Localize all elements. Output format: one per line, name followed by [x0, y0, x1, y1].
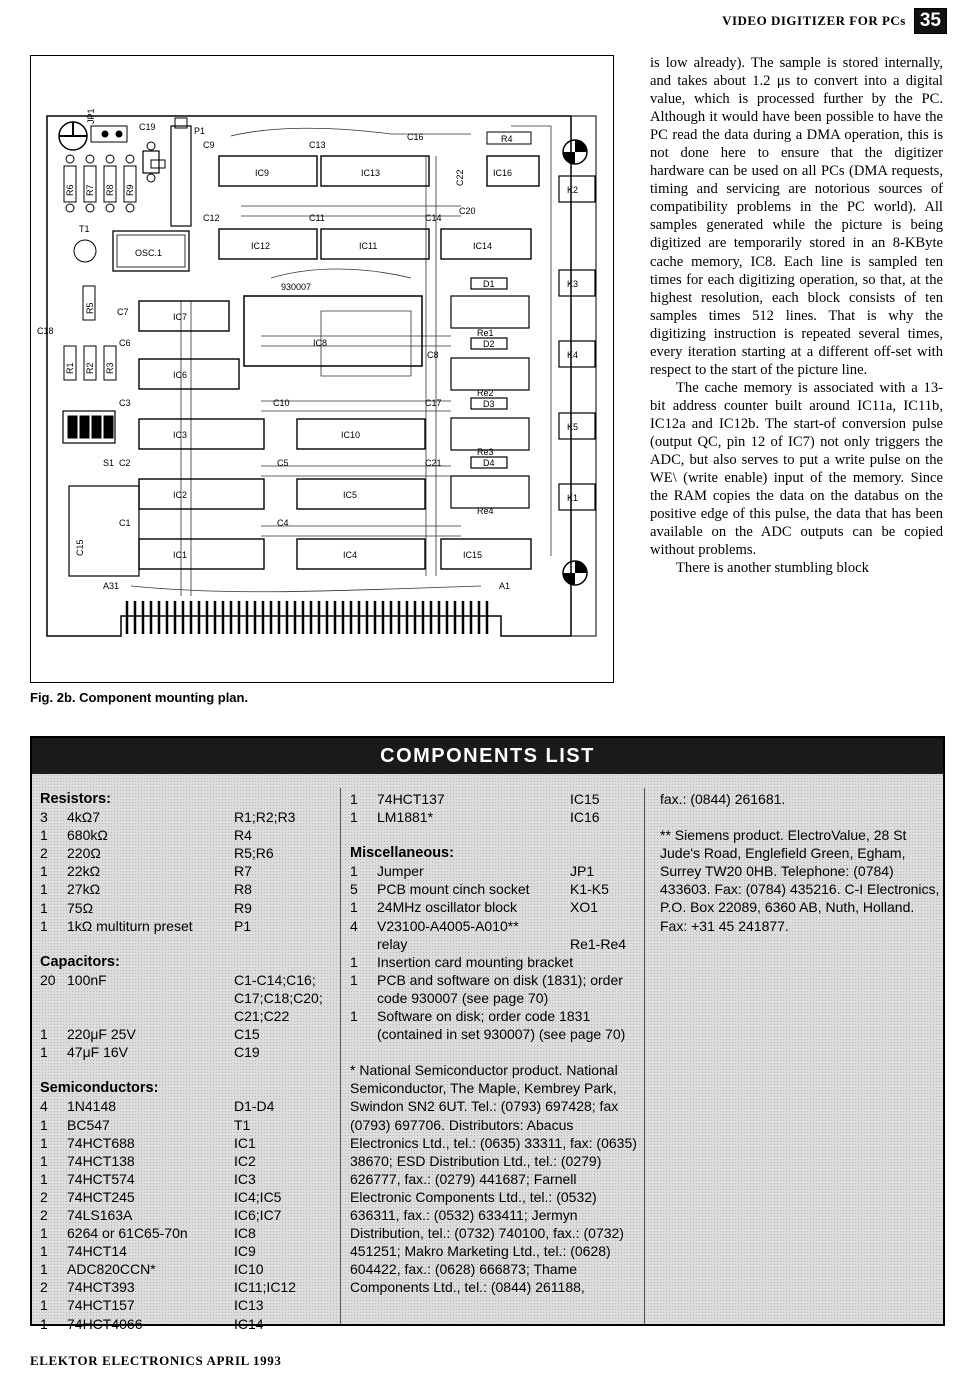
- label-c10: C10: [273, 398, 290, 408]
- semiconductors-heading: Semiconductors:: [40, 1080, 159, 1097]
- label-a1: A1: [499, 581, 511, 591]
- pcb-layout-drawing: [31, 56, 613, 682]
- component-row-cont: C17;C18;C20;: [234, 989, 323, 1006]
- label-ic1: IC1: [173, 550, 188, 560]
- label-t1: T1: [79, 224, 90, 234]
- component-row: 1 74HCT137 IC15: [350, 791, 600, 807]
- label-re1: Re1: [477, 328, 494, 338]
- component-row: 2 74LS163A IC6;IC7: [40, 1206, 282, 1223]
- label-ic8: IC8: [313, 338, 328, 348]
- component-row-cont: relay Re1-Re4: [377, 935, 627, 952]
- column-divider: [644, 788, 645, 1324]
- component-row: 1 Jumper JP1: [350, 863, 595, 880]
- component-row: 3 4kΩ7 R1;R2;R3: [40, 809, 296, 826]
- label-p1: P1: [194, 126, 206, 136]
- label-c13: C13: [309, 140, 326, 150]
- component-row: 1 1kΩ multiturn preset P1: [40, 917, 252, 934]
- label-c16: C16: [407, 132, 424, 142]
- label-ic15: IC15: [463, 550, 483, 560]
- label-r5: R5: [85, 302, 95, 314]
- miscellaneous-heading: Miscellaneous:: [350, 845, 454, 862]
- label-r3: R3: [105, 362, 115, 374]
- label-ic11: IC11: [359, 241, 378, 251]
- component-row: 1 74HCT4066 IC14: [40, 1315, 264, 1332]
- component-row: 1 47μF 16V C19: [40, 1044, 260, 1061]
- label-ic13: IC13: [361, 168, 381, 178]
- component-row: 1 6264 or 61C65-70n IC8: [40, 1225, 256, 1242]
- label-c1: C1: [119, 518, 131, 528]
- figure-caption: Fig. 2b. Component mounting plan.: [30, 690, 249, 705]
- label-c17: C17: [425, 398, 442, 408]
- component-row: 1 74HCT14 IC9: [40, 1243, 256, 1260]
- label-k3: K3: [567, 279, 579, 289]
- label-ic12: IC12: [251, 241, 271, 251]
- label-c21: C21: [425, 458, 442, 468]
- running-title: VIDEO DIGITIZER FOR PCs: [722, 13, 906, 28]
- page-number: 35: [914, 8, 947, 34]
- component-row: 1 BC547 T1: [40, 1116, 251, 1133]
- component-row-cont: C21;C22: [234, 1008, 290, 1025]
- component-row: 1 LM1881* IC16: [350, 809, 600, 826]
- note-continuation: fax.: (0844) 261681.: [660, 791, 786, 807]
- column-divider: [340, 788, 341, 1324]
- page-footer: ELEKTOR ELECTRONICS APRIL 1993: [30, 1353, 282, 1368]
- component-row: 1 74HCT574 IC3: [40, 1170, 256, 1187]
- label-d2: D2: [483, 339, 495, 349]
- component-row: 1 74HCT157 IC13: [40, 1297, 264, 1314]
- component-row: 1 680kΩ R4: [40, 827, 252, 844]
- label-k2: K2: [567, 185, 579, 195]
- label-re4: Re4: [477, 506, 494, 516]
- label-c12: C12: [203, 213, 220, 223]
- label-ic9: IC9: [255, 168, 270, 178]
- label-k5: K5: [567, 422, 579, 432]
- component-row: 1 PCB and software on disk (1831); order code 930007 (see page 70): [350, 971, 623, 1006]
- page-header: [722, 6, 947, 36]
- component-row: 5 PCB mount cinch socket K1-K5: [350, 881, 609, 898]
- label-d4: D4: [483, 458, 495, 468]
- resistors-heading: Resistors:: [40, 791, 111, 807]
- label-c20: C20: [459, 206, 476, 216]
- label-c7: C7: [117, 307, 129, 317]
- label-a31: A31: [103, 581, 120, 591]
- label-ic3: IC3: [173, 430, 188, 440]
- label-c15: C15: [75, 539, 85, 556]
- label-s1: S1: [103, 458, 115, 468]
- component-row: 2 74HCT393 IC11;IC12: [40, 1279, 296, 1296]
- component-row: 20 100nF C1-C14;C16;: [40, 971, 316, 988]
- label-board-number: 930007: [281, 282, 312, 292]
- label-ic7: IC7: [173, 312, 188, 322]
- label-osc1: OSC.1: [135, 248, 163, 258]
- label-r2: R2: [85, 362, 95, 374]
- label-c14: C14: [425, 213, 442, 223]
- label-re3: Re3: [477, 447, 494, 457]
- components-list-box: [30, 736, 945, 1332]
- label-ic14: IC14: [473, 241, 493, 251]
- component-row: 1 74HCT688 IC1: [40, 1134, 256, 1151]
- component-row: 1 27kΩ R8: [40, 881, 252, 898]
- capacitors-heading: Capacitors:: [40, 953, 120, 970]
- label-r9: R9: [125, 184, 135, 196]
- component-mounting-plan-figure: [30, 55, 614, 683]
- component-row: 1 220μF 25V C15: [40, 1026, 260, 1043]
- label-ic2: IC2: [173, 490, 188, 500]
- label-ic4: IC4: [343, 550, 358, 560]
- components-list-title: COMPONENTS LIST: [32, 738, 943, 774]
- label-jp1: JP1: [86, 108, 96, 124]
- label-c4: C4: [277, 518, 289, 528]
- label-r7: R7: [85, 184, 95, 196]
- label-ic6: IC6: [173, 370, 188, 380]
- body-paragraph: The cache memory is associated with a 13-bit address counter built around IC11a, IC11b, IC12a and IC12b. The start-of conversion pulse (output QC, pin 12 of IC7) not only triggers the ADC, but also serves to put a write pulse on the WE\ (write enable) input of the memory. Since the RAM copies the data on the databus on the positive edge of this pulse, the data that has been available on the ADC outputs can be copied without problems.: [650, 379, 943, 559]
- label-c8: C8: [427, 350, 439, 360]
- label-c2: C2: [119, 458, 131, 468]
- component-row: 2 220Ω R5;R6: [40, 845, 274, 862]
- body-paragraph: There is another stumbling block: [676, 560, 869, 577]
- label-re2: Re2: [477, 388, 494, 398]
- national-semiconductor-note: * National Semiconductor product. National Semiconductor, The Maple, Kembrey Park, Swindon SN2 6UT. Tel.: (0793) 697428; fax (0793) 697706. Distributors: Abacus Electronics Ltd., tel.: (0635) 33311, fax: (0635) 38670; ESD Distribution Ltd., tel.: (0279) 626777, fax.: (0279) 441687; Farnell Electronic Components Ltd., tel.: (0532) 636311, fax.: (0532) 633411; Jermyn Distribution, tel.: (0732) 740100, fax.: (0732) 451251; Makro Marketing Ltd., tel.: (0628) 604422, fax.: (0628) 666873; Thame Components Ltd., tel.: (0844) 261188,: [350, 1062, 637, 1296]
- label-r6: R6: [65, 184, 75, 196]
- component-row: 1 Software on disk; order code 1831 (contained in set 930007) (see page 70): [350, 1008, 626, 1043]
- label-ic5: IC5: [343, 490, 358, 500]
- body-text-column: [650, 54, 943, 577]
- siemens-note: ** Siemens product. ElectroValue, 28 St Jude's Road, Englefield Green, Egham, Surrey TW20 0HB. Telephone: (0784) 433603. Fax: (0784) 435216. C-I Electronics, P.O. Box 22089, 6360 AB, Nuth, Holland. Fax: +31 45 241877.: [660, 827, 940, 934]
- label-c6: C6: [119, 338, 131, 348]
- label-d3: D3: [483, 399, 495, 409]
- component-row: 1 ADC820CCN* IC10: [40, 1261, 264, 1278]
- components-column-3: [660, 790, 942, 935]
- label-r8: R8: [105, 184, 115, 196]
- component-row: 1 75Ω R9: [40, 899, 252, 916]
- label-c19: C19: [139, 122, 156, 132]
- components-column-2: [350, 790, 640, 1296]
- label-c22: C22: [455, 169, 465, 186]
- label-d1: D1: [483, 279, 495, 289]
- label-c11: C11: [309, 213, 325, 223]
- component-row: 1 24MHz oscillator block XO1: [350, 899, 599, 916]
- label-c3: C3: [119, 398, 131, 408]
- label-ic10: IC10: [341, 430, 361, 440]
- label-c5: C5: [277, 458, 289, 468]
- components-column-1: [40, 790, 330, 1333]
- label-ic16: IC16: [493, 168, 513, 178]
- body-paragraph: is low already). The sample is stored internally, and takes about 1.2 μs to convert into a digital value, which is processed further by the PC. Although it would have been possible to have the PC read the data during a DMA operation, this is not done here to ensure that the digitizer hardware can be used on all PCs (DMA requests, timing and servicing are notorious sources of compatibility problems in the PC world). All samples generated while the picture is being digitized are temporarily stored in an 8-KByte cache memory, IC8. Each line is sampled ten times for each digitizing operation, so that, at the highest resolution, each block consists of ten samples times 512 lines. That is why the digitizing instruction is repeated several times, every iteration starting at a different off-set with respect to the start of the picture line.: [650, 55, 943, 378]
- component-row: 4 1N4148 D1-D4: [40, 1098, 275, 1115]
- label-k1: K1: [567, 493, 579, 503]
- component-row: 1 Insertion card mounting bracket: [350, 953, 574, 970]
- label-r1: R1: [65, 362, 75, 374]
- label-c18: C18: [37, 326, 54, 336]
- component-row: 1 22kΩ R7: [40, 863, 252, 880]
- component-row: 4 V23100-A4005-A010**: [350, 917, 519, 934]
- label-c9: C9: [203, 140, 215, 150]
- component-row: 2 74HCT245 IC4;IC5: [40, 1188, 282, 1205]
- label-r4: R4: [501, 134, 513, 144]
- component-row: 1 74HCT138 IC2: [40, 1152, 256, 1169]
- label-k4: K4: [567, 350, 579, 360]
